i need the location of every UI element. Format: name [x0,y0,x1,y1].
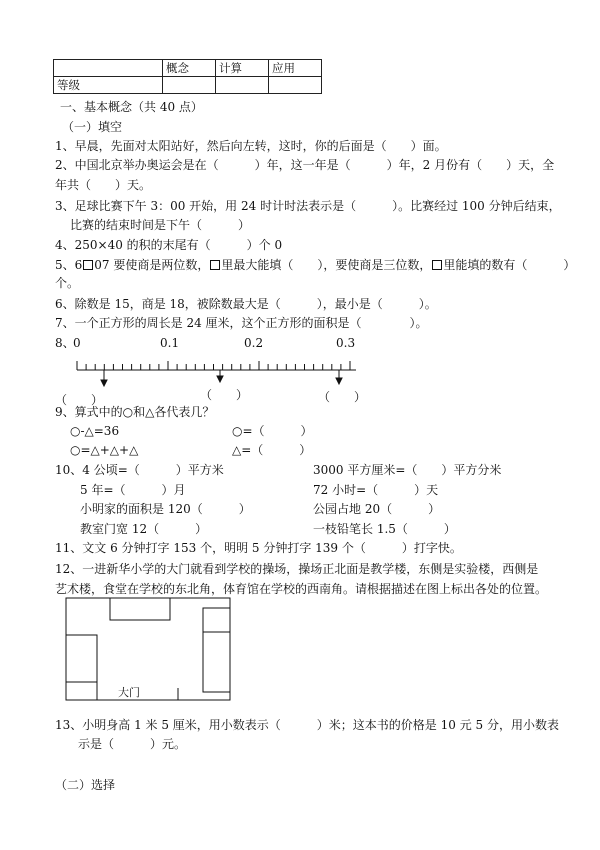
q9-answer-triangle: △=（ ） [232,443,312,457]
school-boundary [66,598,230,700]
arrow-down-icon [217,376,223,382]
q5-end: 里能填的数有（ ） [443,258,576,272]
grade-row-label: 等级 [54,77,163,94]
question-8-label: 8、 [55,336,75,350]
number-line-blank-1[interactable]: （ ） [55,393,104,407]
header-calculation: 计算 [216,60,269,77]
question-7: 7、一个正方形的周长是 24 厘米，这个正方形的面积是（ ）。 [55,316,428,330]
q5-prefix: 5、6 [55,258,83,272]
question-3-line1: 3、足球比赛下午 3：00 开始，用 24 时计时法表示是（ ）。比赛经过 100 分钟后结束， [55,199,561,213]
number-line-arrows [101,370,342,386]
q10-item-1: 10、4 公顷=（ ）平方米 [55,463,224,477]
number-line-ticks [77,361,350,370]
question-9: 9、算式中的○和△各代表几？ [55,405,215,419]
question-13-line2: 示是（ ）元。 [78,737,187,751]
number-line-tick-0-1: 0.1 [160,336,180,350]
question-2-line1: 2、中国北京举办奥运会是在（ ）年，这一年是（ ）年，2 月份有（ ）天，全 [55,158,555,172]
number-line [77,361,356,370]
number-line-tick-0-3: 0.3 [336,336,356,350]
number-line-tick-0: 0 [73,336,81,350]
school-map [66,598,230,700]
number-line-blank-2[interactable]: （ ） [200,388,249,402]
q10-item-5: 小明家的面积是 120（ ） [80,502,251,516]
map-building-east [203,632,230,692]
q10-item-2: 3000 平方厘米=（ ）平方分米 [313,463,502,477]
q9-equation-1: ○-△=36 [70,424,120,438]
question-3-line2: 比赛的结束时间是下午（ ） [70,218,251,232]
q10-item-6: 公园占地 20（ ） [313,502,441,516]
map-building-north [110,598,170,620]
q10-item-3: 5 年=（ ）月 [80,483,186,497]
q10-item-4: 72 小时=（ ）天 [313,483,439,497]
question-12-line2: 艺术楼，食堂在学校的东北角，体育馆在学校的西南角。请根据描述在图上标出各处的位置。 [55,582,548,596]
q5-middle: 07 要使商是两位数， [94,258,210,272]
map-building-west [66,635,97,682]
q10-item-8: 一枝铅笔长 1.5（ ） [313,522,456,536]
q5-middle2: 里最大能填（ ），要使商是三位数， [221,258,432,272]
question-13-line1: 13、小明身高 1 米 5 厘米，用小数表示（ ）米；这本书的价格是 10 元 5 分，用小数表 [55,718,559,732]
subsection-fill-blank: （一）填空 [62,120,123,134]
question-6: 6、除数是 15，商是 18，被除数最大是（ ），最小是（ ）。 [55,297,437,311]
q9-answer-circle: ○=（ ） [232,424,313,438]
question-5-line2: 个。 [55,276,80,290]
header-concept: 概念 [163,60,216,77]
map-gate-label: 大门 [118,686,140,699]
q9-equation-2: ○=△+△+△ [70,443,139,457]
question-4: 4、250×40 的积的末尾有（ ）个 0 [55,238,283,252]
number-line-blank-3[interactable]: （ ） [318,390,367,404]
section-title: 一、基本概念（共 40 点） [60,100,203,114]
q10-item-7: 教室门宽 12（ ） [80,522,208,536]
question-2-line2: 年共（ ）天。 [55,178,152,192]
arrow-down-icon [336,378,342,384]
header-application: 应用 [269,60,322,77]
subsection-choice: （二）选择 [55,778,116,792]
question-12-line1: 12、一进新华小学的大门就看到学校的操场，操场正北面是教学楼，东侧是实验楼，西侧是 [55,562,539,576]
arrow-down-icon [101,380,107,386]
map-building-northeast [203,608,230,632]
number-line-tick-0-2: 0.2 [244,336,264,350]
question-1: 1、早晨，先面对太阳站好，然后向左转，这时，你的后面是（ ）面。 [55,139,447,153]
question-11: 11、文文 6 分钟打字 153 个，明明 5 分钟打字 139 个（ ）打字快。 [55,541,462,555]
